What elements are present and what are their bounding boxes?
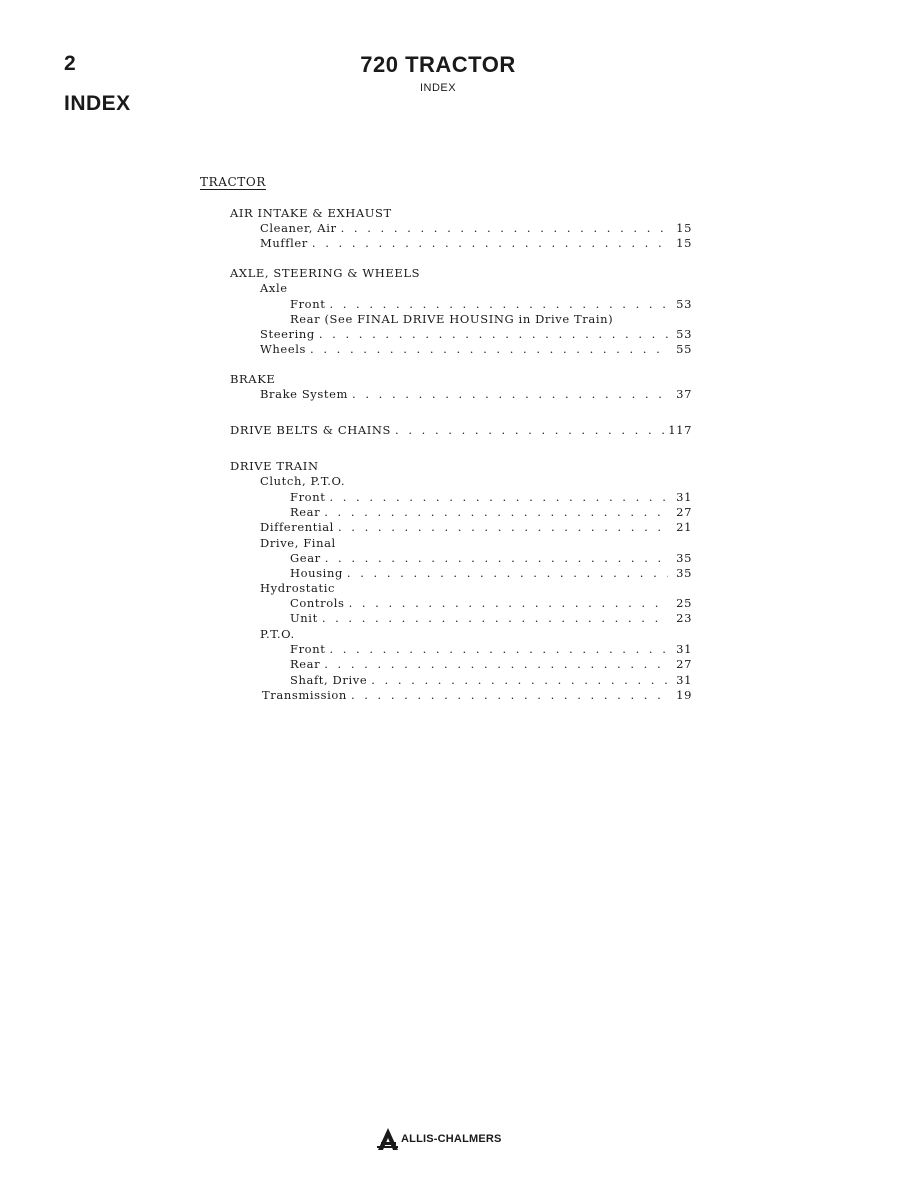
group-title-brake: BRAKE [230, 372, 276, 386]
entry-page: 53 [676, 297, 692, 311]
page-number: 2 [64, 52, 76, 75]
entry-label: Front [290, 297, 326, 311]
entry-page: 19 [676, 688, 692, 702]
section-heading: INDEX [64, 92, 131, 115]
index-entry-axle-front[interactable] [290, 297, 692, 312]
index-entry-clutch-front[interactable] [290, 490, 692, 505]
dot-leader [351, 688, 668, 703]
entry-label: Brake System [260, 387, 349, 401]
subgroup-drive-final: Drive, Final [260, 536, 336, 550]
entry-label: Controls [290, 596, 345, 610]
index-heading-tractor: TRACTOR [200, 175, 266, 189]
group-title-drive-train: DRIVE TRAIN [230, 459, 319, 473]
entry-page: 31 [676, 490, 692, 504]
dot-leader [310, 342, 668, 357]
entry-label: Rear [290, 505, 321, 519]
index-entry-pto-front[interactable] [290, 642, 692, 657]
entry-label: Gear [290, 551, 321, 565]
entry-label: Unit [290, 611, 318, 625]
dot-leader [312, 236, 668, 251]
entry-page: 37 [676, 387, 692, 401]
entry-label: Front [290, 490, 326, 504]
entry-page: 35 [676, 566, 692, 580]
dot-leader [329, 297, 668, 312]
index-entry-unit[interactable] [290, 611, 692, 626]
dot-leader [347, 566, 668, 581]
entry-label: Steering [260, 327, 315, 341]
index-note-axle-rear: Rear (See FINAL DRIVE HOUSING in Drive Train) [290, 312, 614, 326]
index-entry-differential[interactable] [260, 520, 692, 535]
entry-label: Shaft, Drive [290, 673, 368, 687]
dot-leader [329, 490, 668, 505]
entry-page: 15 [676, 221, 692, 235]
dot-leader [325, 551, 668, 566]
index-entry-controls[interactable] [290, 596, 692, 611]
index-entry-gear[interactable] [290, 551, 692, 566]
entry-label: Rear [290, 657, 321, 671]
entry-page: 21 [676, 520, 692, 534]
entry-page: 15 [676, 236, 692, 250]
subgroup-pto: P.T.O. [260, 627, 295, 641]
index-entry-steering[interactable] [260, 327, 692, 342]
entry-page: 31 [676, 642, 692, 656]
entry-page: 55 [676, 342, 692, 356]
footer-logo [377, 1127, 502, 1151]
index-entry-transmission[interactable] [262, 688, 692, 703]
dot-leader [319, 327, 668, 342]
subgroup-clutch-pto: Clutch, P.T.O. [260, 474, 346, 488]
entry-page: 27 [676, 505, 692, 519]
entry-page: 117 [668, 423, 692, 437]
dot-leader [341, 221, 668, 236]
dot-leader [352, 387, 668, 402]
entry-label: Housing [290, 566, 343, 580]
index-entry-shaft-drive[interactable] [290, 673, 692, 688]
entry-page: 27 [676, 657, 692, 671]
index-entry-drive-belts[interactable] [230, 423, 692, 438]
dot-leader [322, 611, 668, 626]
index-entry-wheels[interactable] [260, 342, 692, 357]
index-entry-housing[interactable] [290, 566, 692, 581]
entry-page: 23 [676, 611, 692, 625]
page-subtitle: INDEX [419, 82, 457, 94]
entry-label: Differential [260, 520, 334, 534]
allis-chalmers-logo-icon [377, 1127, 399, 1151]
entry-page: 53 [676, 327, 692, 341]
dot-leader [329, 642, 668, 657]
entry-page: 25 [676, 596, 692, 610]
entry-label: DRIVE BELTS & CHAINS [230, 423, 392, 437]
dot-leader [349, 596, 668, 611]
entry-label: Muffler [260, 236, 308, 250]
entry-label: Wheels [260, 342, 307, 356]
index-entry-pto-rear[interactable] [290, 657, 692, 672]
subgroup-axle: Axle [260, 281, 288, 295]
group-title-axle-steering: AXLE, STEERING & WHEELS [230, 266, 421, 280]
entry-label: Cleaner, Air [260, 221, 337, 235]
index-entry-brake-system[interactable] [260, 387, 692, 402]
brand-name: ALLIS-CHALMERS [401, 1133, 502, 1145]
index-entry-clutch-rear[interactable] [290, 505, 692, 520]
entry-page: 35 [676, 551, 692, 565]
subgroup-hydrostatic: Hydrostatic [260, 581, 336, 595]
entry-label: Front [290, 642, 326, 656]
entry-label: Transmission [262, 688, 347, 702]
page-title: 720 TRACTOR [360, 52, 516, 77]
dot-leader [371, 673, 668, 688]
entry-page: 31 [676, 673, 692, 687]
dot-leader [324, 657, 668, 672]
dot-leader [395, 423, 664, 438]
dot-leader [338, 520, 668, 535]
dot-leader [324, 505, 668, 520]
group-title-air-intake: AIR INTAKE & EXHAUST [230, 206, 392, 220]
index-entry-cleaner-air[interactable] [260, 221, 692, 236]
index-entry-muffler[interactable] [260, 236, 692, 251]
